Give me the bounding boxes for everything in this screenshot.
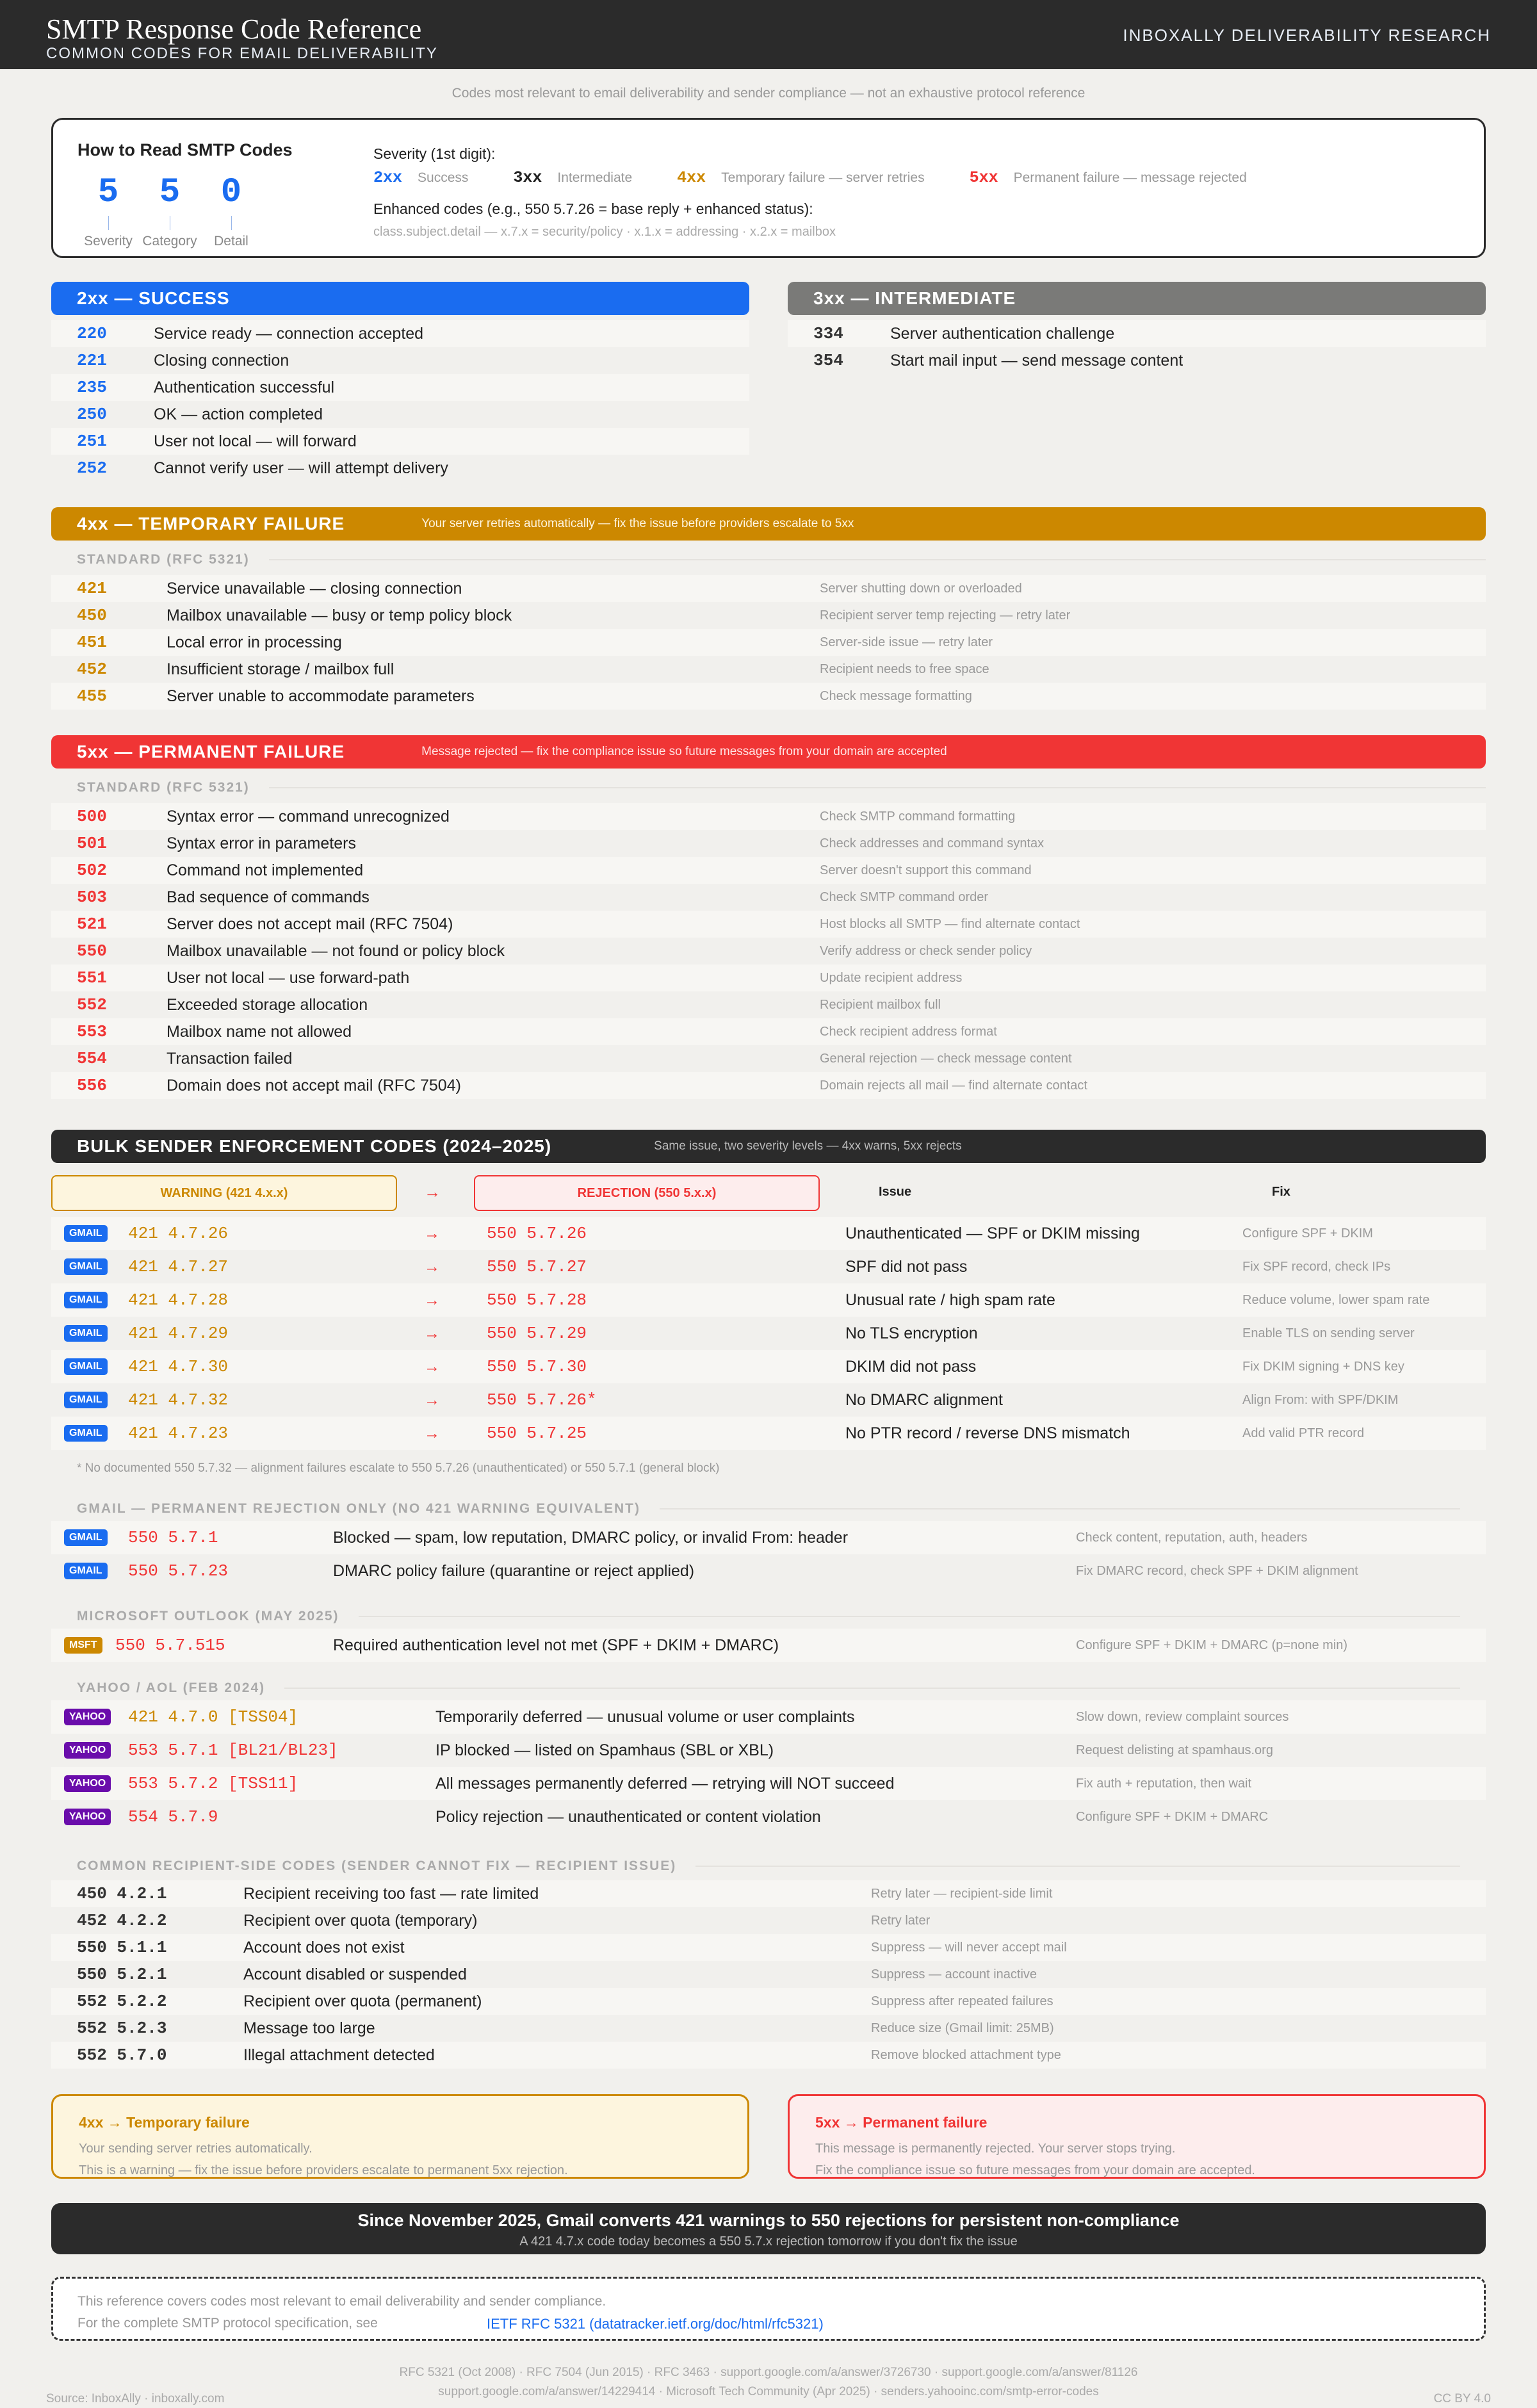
enforcement-banner [51,2203,1486,2254]
arrow-icon: → [424,1182,441,1201]
table-row: 552 5.7.0 Illegal attachment detected Remove blocked attachment type [51,2042,1486,2069]
section-header-4xx: 4xx — TEMPORARY FAILURE Your server retries automatically — fix the issue before providers escalate to 5xx [51,507,1486,541]
footer-source: Source: InboxAlly · inboxally.com [46,2392,225,2405]
scope-note: Codes most relevant to email deliverability and sender compliance — not an exhaustive protocol reference [451,86,1086,101]
gmail-badge: GMAIL [64,1358,108,1375]
org-name: INBOXALLY DELIVERABILITY RESEARCH [1123,26,1491,45]
severity-3xx: 3xx Intermediate [513,168,633,187]
table-row: 552 5.2.3 Message too large Reduce size (Gmail limit: 25MB) [77,2019,1054,2038]
table-row: YAHOO 553 5.7.1 [BL21/BL23] IP blocked — listed on Spamhaus (SBL or XBL) Request delisting at spamhaus.org [51,1734,1486,1767]
table-row: GMAIL 421 4.7.26 → 550 5.7.26 Unauthenticated — SPF or DKIM missing Configure SPF + DKIM [51,1217,1486,1250]
subsection-gmail-permanent: GMAIL — PERMANENT REJECTION ONLY (NO 421 WARNING EQUIVALENT) [77,1501,1460,1517]
table-row: 452 4.2.2 Recipient over quota (temporary) Retry later [77,1911,931,1930]
page-title: SMTP Response Code Reference [46,13,422,45]
table-row: 251 User not local — will forward [51,428,749,455]
table-row: 451 Local error in processing Server-side issue — retry later [51,629,1486,656]
recipient-code-list [51,1880,1486,2069]
table-row: GMAIL 550 5.7.23 DMARC policy failure (quarantine or reject applied) Fix DMARC record, check SPF + DKIM alignment [51,1554,1486,1588]
table-row: 550 Mailbox unavailable — not found or policy block Verify address or check sender policy [77,941,1032,961]
enhanced-codes-desc: class.subject.detail — x.7.x = security/policy · x.1.x = addressing · x.2.x = mailbox [373,225,836,239]
table-row: 221 Closing connection [77,351,289,370]
gmail-badge: GMAIL [64,1292,108,1308]
msft-badge: MSFT [64,1637,102,1654]
digit-severity: 5 Severity [84,173,133,248]
yahoo-badge: YAHOO [64,1742,111,1759]
yahoo-badge: YAHOO [64,1709,111,1725]
table-row: 502 Command not implemented Server doesn't support this command [51,857,1486,884]
table-row: 252 Cannot verify user — will attempt delivery [77,459,448,478]
severity-2xx: 2xx Success [373,168,469,187]
how-to-read-title: How to Read SMTP Codes [77,140,293,159]
table-row: 554 Transaction failed General rejection — check message content [77,1049,1072,1068]
yahoo-badge: YAHOO [64,1775,111,1792]
table-row: 551 User not local — use forward-path Update recipient address [51,964,1486,991]
bulk-code-list [51,1217,1486,1450]
table-row: 452 Insufficient storage / mailbox full Recipient needs to free space [77,660,989,679]
digit-detail: 0 Detail [214,173,248,248]
table-row: 235 Authentication successful [51,374,749,401]
table-row: YAHOO 554 5.7.9 Policy rejection — unauthenticated or content violation Configure SPF + DKIM + DMARC [51,1800,1486,1834]
table-row: GMAIL 421 4.7.28 → 550 5.7.28 Unusual rate / high spam rate Reduce volume, lower spam rate [51,1283,1486,1317]
header-bar [0,0,1537,69]
banner-headline: Since November 2025, Gmail converts 421 warnings to 550 rejections for persistent non-compliance [357,2211,1180,2230]
bulk-footnote: * No documented 550 5.7.32 — alignment failures escalate to 550 5.7.26 (unauthenticated) or 550 5.7.1 (general block) [77,1461,720,1475]
microsoft-list [51,1629,1486,1662]
table-row: 552 5.2.2 Recipient over quota (permanent) Suppress after repeated failures [51,1988,1486,2015]
gmail-badge: GMAIL [64,1258,108,1275]
column-header-fix: Fix [1272,1185,1290,1199]
gmail-badge: GMAIL [64,1325,108,1342]
table-row: 501 Syntax error in parameters Check addresses and command syntax [77,834,1045,853]
table-row: YAHOO 553 5.7.2 [TSS11] All messages permanently deferred — retrying will NOT succeed Fix auth + reputation, then wait [51,1767,1486,1800]
sources: RFC 5321 (Oct 2008) · RFC 7504 (Jun 2015) · RFC 3463 · support.google.com/a/answer/3726730 · support.google.com/a/answer/81126 support.google.com/a/answer/14229414 · Microsoft Tech Community (Apr 2025) · senders.yahooinc.com/smtp-error-codes [399,2366,1138,2398]
column-header-rejection: REJECTION (550 5.x.x) [474,1175,820,1211]
subsection-microsoft: MICROSOFT OUTLOOK (MAY 2025) [77,1609,1460,1624]
section-header-5xx: 5xx — PERMANENT FAILURE Message rejected — fix the compliance issue so future messages from your domain are accepted [51,735,1486,769]
table-row: 421 Service unavailable — closing connection Server shutting down or overloaded [51,575,1486,602]
how-to-read-card [51,118,1486,258]
footer-license: CC BY 4.0 [1433,2392,1491,2405]
table-row: YAHOO 421 4.7.0 [TSS04] Temporarily deferred — unusual volume or user complaints Slow down, review complaint sources [51,1700,1486,1734]
table-row: 500 Syntax error — command unrecognized Check SMTP command formatting [51,803,1486,830]
column-header-warning: WARNING (421 4.x.x) [51,1175,397,1211]
gmail-permanent-list [51,1521,1486,1588]
rfc5321-link[interactable]: IETF RFC 5321 (datatracker.ietf.org/doc/html/rfc5321) [487,2316,824,2332]
table-row: GMAIL 421 4.7.27 → 550 5.7.27 SPF did not pass Fix SPF record, check IPs [51,1250,1486,1283]
table-row: 450 4.2.1 Recipient receiving too fast — rate limited Retry later — recipient-side limit [51,1880,1486,1907]
table-row: 550 5.1.1 Account does not exist Suppress — will never accept mail [51,1934,1486,1961]
reference-box: This reference covers codes most relevant to email deliverability and sender compliance. For the complete SMTP protocol specification, see IETF RFC 5321 (datatracker.ietf.org/doc/html/rfc5321) [51,2277,1486,2341]
subsection-standard-4xx: STANDARD (RFC 5321) [77,552,1486,567]
table-row: GMAIL 550 5.7.1 Blocked — spam, low reputation, DMARC policy, or invalid From: header Check content, reputation, auth, headers [51,1521,1486,1554]
digit-category: 5 Category [142,173,197,248]
table-row: 450 Mailbox unavailable — busy or temp policy block Recipient server temp rejecting — retry later [77,606,1071,625]
severity-title: Severity (1st digit): [373,145,496,162]
table-row: GMAIL 421 4.7.32 → 550 5.7.26* No DMARC alignment Align From: with SPF/DKIM [51,1383,1486,1417]
table-row: GMAIL 421 4.7.29 → 550 5.7.29 No TLS encryption Enable TLS on sending server [51,1317,1486,1350]
table-row: 550 5.2.1 Account disabled or suspended Suppress — account inactive [77,1965,1037,1984]
subsection-yahoo: YAHOO / AOL (FEB 2024) [77,1680,1460,1696]
banner-subtext: A 421 4.7.x code today becomes a 550 5.7.x rejection tomorrow if you don't fix the issue [519,2234,1018,2249]
table-row: GMAIL 421 4.7.23 → 550 5.7.25 No PTR record / reverse DNS mismatch Add valid PTR record [51,1417,1486,1450]
gmail-badge: GMAIL [64,1225,108,1242]
severity-4xx: 4xx Temporary failure — server retries [677,168,925,187]
subsection-standard-5xx: STANDARD (RFC 5321) [77,780,1486,795]
table-row: 220 Service ready — connection accepted [51,320,749,347]
section-header-2xx: 2xx — SUCCESS [51,282,749,315]
page-subtitle: COMMON CODES FOR EMAIL DELIVERABILITY [46,45,438,62]
yahoo-badge: YAHOO [64,1809,111,1825]
success-code-list [51,320,749,482]
table-row: MSFT 550 5.7.515 Required authentication level not met (SPF + DKIM + DMARC) Configure SPF + DKIM + DMARC (p=none min) [51,1629,1486,1662]
column-header-issue: Issue [879,1185,912,1199]
gmail-badge: GMAIL [64,1529,108,1546]
table-row: 455 Server unable to accommodate parameters Check message formatting [51,683,1486,710]
section-header-3xx: 3xx — INTERMEDIATE [788,282,1486,315]
severity-5xx: 5xx Permanent failure — message rejected [969,168,1247,187]
digit-breakdown [77,175,276,249]
enhanced-codes-title: Enhanced codes (e.g., 550 5.7.26 = base reply + enhanced status): [373,200,813,217]
gmail-badge: GMAIL [64,1425,108,1442]
callout-permanent: 5xx → Permanent failure This message is permanently rejected. Your server stops trying. Fix the compliance issue so future messages from your domain are accepted. [788,2094,1486,2179]
table-row: 553 Mailbox name not allowed Check recipient address format [51,1018,1486,1045]
table-row: GMAIL 421 4.7.30 → 550 5.7.30 DKIM did not pass Fix DKIM signing + DNS key [51,1350,1486,1383]
gmail-badge: GMAIL [64,1392,108,1408]
severity-legend [373,168,1292,187]
table-row: 354 Start mail input — send message content [813,351,1183,370]
table-row: 334 Server authentication challenge [788,320,1486,347]
callout-temporary: 4xx → Temporary failure Your sending server retries automatically. This is a warning — fix the issue before providers escalate to permanent 5xx rejection. [51,2094,749,2179]
table-row: 521 Server does not accept mail (RFC 7504) Host blocks all SMTP — find alternate contact [51,911,1486,938]
table-row: 552 Exceeded storage allocation Recipient mailbox full [77,995,941,1014]
table-row: 556 Domain does not accept mail (RFC 7504) Domain rejects all mail — find alternate contact [51,1072,1486,1099]
yahoo-list [51,1700,1486,1834]
permanent-code-list [51,803,1486,1099]
gmail-badge: GMAIL [64,1563,108,1579]
table-row: 250 OK — action completed [77,405,323,424]
table-row: 503 Bad sequence of commands Check SMTP command order [77,888,989,907]
section-header-bulk: BULK SENDER ENFORCEMENT CODES (2024–2025) Same issue, two severity levels — 4xx warns, 5xx rejects [51,1130,1486,1163]
subsection-recipient-side: COMMON RECIPIENT-SIDE CODES (SENDER CANNOT FIX — RECIPIENT ISSUE) [77,1859,1460,1874]
intermediate-code-list [788,320,1486,374]
temporary-code-list [51,575,1486,710]
